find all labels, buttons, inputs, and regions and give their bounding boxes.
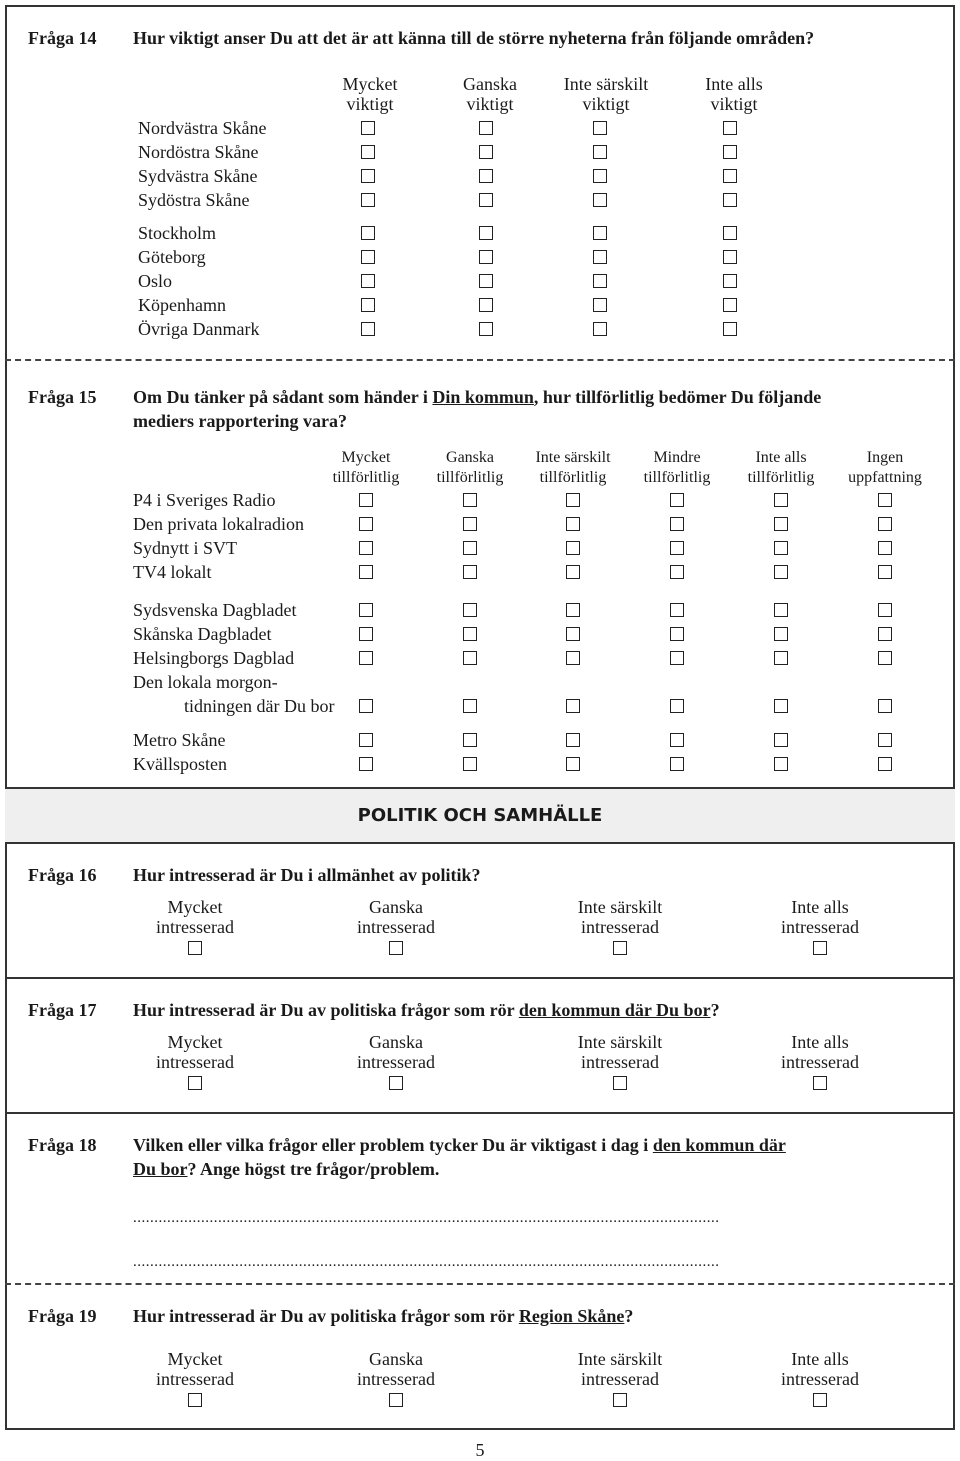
checkbox[interactable] [878, 757, 892, 771]
q16-question: Hur intresserad är Du i allmänhet av politik? [133, 865, 481, 885]
checkbox[interactable] [723, 298, 737, 312]
checkbox[interactable] [389, 941, 403, 955]
checkbox[interactable] [566, 493, 580, 507]
checkbox[interactable] [774, 541, 788, 555]
checkbox[interactable] [670, 651, 684, 665]
interest-col-header: Inte alls intresserad [781, 1032, 859, 1072]
checkbox[interactable] [361, 274, 375, 288]
interest-col-header: Ganska intresserad [357, 1032, 435, 1072]
checkbox[interactable] [463, 651, 477, 665]
interest-col-header: Mycket intresserad [156, 1032, 234, 1072]
checkbox[interactable] [463, 565, 477, 579]
q15-row-label: P4 i Sveriges Radio [133, 490, 276, 510]
checkbox[interactable] [463, 699, 477, 713]
q14-row-label: Övriga Danmark [138, 319, 260, 339]
checkbox[interactable] [361, 193, 375, 207]
section-band [5, 787, 955, 844]
q15-row-label: tidningen där Du bor [184, 696, 335, 716]
checkbox[interactable] [878, 627, 892, 641]
q15-row-label: Kvällsposten [133, 754, 227, 774]
checkbox[interactable] [878, 733, 892, 747]
checkbox[interactable] [479, 193, 493, 207]
checkbox[interactable] [463, 493, 477, 507]
checkbox[interactable] [878, 541, 892, 555]
q14-row-label: Nordvästra Skåne [138, 118, 267, 138]
checkbox[interactable] [359, 517, 373, 531]
checkbox[interactable] [566, 541, 580, 555]
checkbox[interactable] [479, 169, 493, 183]
q14-number: Fråga 14 [28, 28, 97, 48]
checkbox[interactable] [479, 250, 493, 264]
checkbox[interactable] [813, 1393, 827, 1407]
checkbox[interactable] [463, 627, 477, 641]
checkbox[interactable] [479, 274, 493, 288]
q17-number: Fråga 17 [28, 1000, 97, 1020]
checkbox[interactable] [463, 757, 477, 771]
checkbox[interactable] [389, 1393, 403, 1407]
checkbox[interactable] [723, 322, 737, 336]
q14-row-label: Oslo [138, 271, 173, 291]
checkbox[interactable] [359, 651, 373, 665]
checkbox[interactable] [670, 699, 684, 713]
q14-col-header: Inte särskilt viktigt [563, 74, 649, 114]
divider [5, 1283, 955, 1285]
interest-col-header: Inte särskilt intresserad [577, 1349, 663, 1389]
q14-row-label: Göteborg [138, 247, 206, 267]
checkbox[interactable] [774, 757, 788, 771]
checkbox[interactable] [670, 493, 684, 507]
checkbox[interactable] [361, 226, 375, 240]
checkbox[interactable] [774, 493, 788, 507]
q15-col-header: Inte alls tillförlitlig [747, 449, 815, 486]
q19-number: Fråga 19 [28, 1306, 97, 1326]
q15-row-label: Helsingborgs Dagblad [133, 648, 295, 668]
checkbox[interactable] [566, 627, 580, 641]
q15-row-label: Den privata lokalradion [133, 514, 304, 534]
checkbox[interactable] [389, 1076, 403, 1090]
checkbox[interactable] [359, 627, 373, 641]
q14-col-header: Ganska viktigt [463, 74, 517, 114]
checkbox[interactable] [479, 298, 493, 312]
q18-question: Vilken eller vilka frågor eller problem tycker Du är viktigast i dag i den kommun där Du bor? Ange högst tre frågor/problem. [133, 1135, 786, 1179]
q15-row-label: Den lokala morgon- [133, 672, 278, 692]
checkbox[interactable] [774, 627, 788, 641]
q14-row-label: Stockholm [138, 223, 217, 243]
interest-col-header: Ganska intresserad [357, 897, 435, 937]
checkbox[interactable] [774, 699, 788, 713]
divider [5, 977, 955, 979]
checkbox[interactable] [813, 941, 827, 955]
interest-col-header: Inte särskilt intresserad [577, 897, 663, 937]
divider [5, 359, 955, 361]
q15-row-label: Metro Skåne [133, 730, 226, 750]
checkbox[interactable] [566, 517, 580, 531]
checkbox[interactable] [774, 517, 788, 531]
checkbox[interactable] [359, 733, 373, 747]
checkbox[interactable] [593, 250, 607, 264]
checkbox[interactable] [878, 565, 892, 579]
checkbox[interactable] [479, 322, 493, 336]
checkbox[interactable] [463, 517, 477, 531]
q14-row-label: Nordöstra Skåne [138, 142, 259, 162]
q18-number: Fråga 18 [28, 1135, 97, 1155]
checkbox[interactable] [593, 145, 607, 159]
checkbox[interactable] [361, 322, 375, 336]
q15-col-header: Ingen uppfattning [848, 449, 922, 486]
checkbox[interactable] [359, 565, 373, 579]
checkbox[interactable] [566, 603, 580, 617]
checkbox[interactable] [593, 274, 607, 288]
interest-col-header: Inte alls intresserad [781, 897, 859, 937]
checkbox[interactable] [593, 226, 607, 240]
checkbox[interactable] [359, 493, 373, 507]
checkbox[interactable] [359, 541, 373, 555]
q15-number: Fråga 15 [28, 387, 97, 407]
checkbox[interactable] [878, 603, 892, 617]
q14-col-header: Inte alls viktigt [705, 74, 763, 114]
checkbox[interactable] [566, 757, 580, 771]
section-title: POLITIK OCH SAMHÄLLE [357, 805, 603, 826]
checkbox[interactable] [670, 733, 684, 747]
checkbox[interactable] [723, 121, 737, 135]
checkbox[interactable] [670, 603, 684, 617]
q15-row-label: Sydsvenska Dagbladet [133, 600, 297, 620]
q14-row-label: Köpenhamn [138, 295, 226, 315]
divider [5, 1112, 955, 1114]
q17-question: Hur intresserad är Du av politiska frågor som rör den kommun där Du bor? [133, 1000, 720, 1020]
answer-line[interactable]: .......................................................................................................................................... [133, 1210, 720, 1226]
checkbox[interactable] [593, 298, 607, 312]
checkbox[interactable] [670, 517, 684, 531]
checkbox[interactable] [774, 565, 788, 579]
checkbox[interactable] [878, 651, 892, 665]
q16-number: Fråga 16 [28, 865, 97, 885]
checkbox[interactable] [774, 733, 788, 747]
q15-col-header: Mindre tillförlitlig [643, 449, 711, 486]
interest-col-header: Ganska intresserad [357, 1349, 435, 1389]
checkbox[interactable] [613, 941, 627, 955]
q15-col-header: Mycket tillförlitlig [332, 449, 400, 486]
checkbox[interactable] [813, 1076, 827, 1090]
checkbox[interactable] [479, 145, 493, 159]
checkbox[interactable] [878, 699, 892, 713]
checkbox[interactable] [670, 627, 684, 641]
q14-row-label: Sydöstra Skåne [138, 190, 250, 210]
checkbox[interactable] [593, 322, 607, 336]
checkbox[interactable] [359, 757, 373, 771]
checkbox[interactable] [613, 1076, 627, 1090]
checkbox[interactable] [723, 145, 737, 159]
checkbox[interactable] [361, 298, 375, 312]
q15-row-label: TV4 lokalt [133, 562, 212, 582]
checkbox[interactable] [593, 169, 607, 183]
checkbox[interactable] [670, 541, 684, 555]
checkbox[interactable] [593, 121, 607, 135]
checkbox[interactable] [463, 733, 477, 747]
checkbox[interactable] [479, 121, 493, 135]
interest-col-header: Inte särskilt intresserad [577, 1032, 663, 1072]
checkbox[interactable] [774, 603, 788, 617]
checkbox[interactable] [566, 565, 580, 579]
checkbox[interactable] [188, 1393, 202, 1407]
interest-col-header: Mycket intresserad [156, 1349, 234, 1389]
checkbox[interactable] [359, 603, 373, 617]
checkbox[interactable] [359, 699, 373, 713]
checkbox[interactable] [361, 145, 375, 159]
q15-row-label: Skånska Dagbladet [133, 624, 272, 644]
checkbox[interactable] [361, 121, 375, 135]
interest-col-header: Inte alls intresserad [781, 1349, 859, 1389]
checkbox[interactable] [723, 250, 737, 264]
q15-question: Om Du tänker på sådant som händer i Din kommun, hur tillförlitlig bedömer Du följande mediers rapportering vara? [133, 387, 822, 431]
checkbox[interactable] [188, 1076, 202, 1090]
checkbox[interactable] [613, 1393, 627, 1407]
checkbox[interactable] [774, 651, 788, 665]
q14-col-header: Mycket viktigt [342, 74, 398, 114]
checkbox[interactable] [723, 226, 737, 240]
checkbox[interactable] [670, 565, 684, 579]
checkbox[interactable] [878, 517, 892, 531]
checkbox[interactable] [188, 941, 202, 955]
checkbox[interactable] [723, 193, 737, 207]
q15-col-header: Inte särskilt tillförlitlig [535, 449, 611, 486]
q15-row-label: Sydnytt i SVT [133, 538, 238, 558]
q14-row-label: Sydvästra Skåne [138, 166, 258, 186]
checkbox[interactable] [463, 603, 477, 617]
checkbox[interactable] [361, 250, 375, 264]
checkbox[interactable] [670, 757, 684, 771]
checkbox[interactable] [878, 493, 892, 507]
page-number: 5 [475, 1440, 485, 1460]
checkbox[interactable] [479, 226, 493, 240]
q15-col-header: Ganska tillförlitlig [436, 449, 504, 486]
q19-question: Hur intresserad är Du av politiska frågor som rör Region Skåne? [133, 1306, 634, 1326]
answer-line[interactable]: .......................................................................................................................................... [133, 1254, 720, 1270]
checkbox[interactable] [593, 193, 607, 207]
checkbox[interactable] [723, 169, 737, 183]
checkbox[interactable] [566, 651, 580, 665]
checkbox[interactable] [723, 274, 737, 288]
checkbox[interactable] [463, 541, 477, 555]
checkbox[interactable] [566, 699, 580, 713]
checkbox[interactable] [361, 169, 375, 183]
q14-question: Hur viktigt anser Du att det är att känna till de större nyheterna från följande områden? [133, 28, 815, 48]
interest-col-header: Mycket intresserad [156, 897, 234, 937]
checkbox[interactable] [566, 733, 580, 747]
